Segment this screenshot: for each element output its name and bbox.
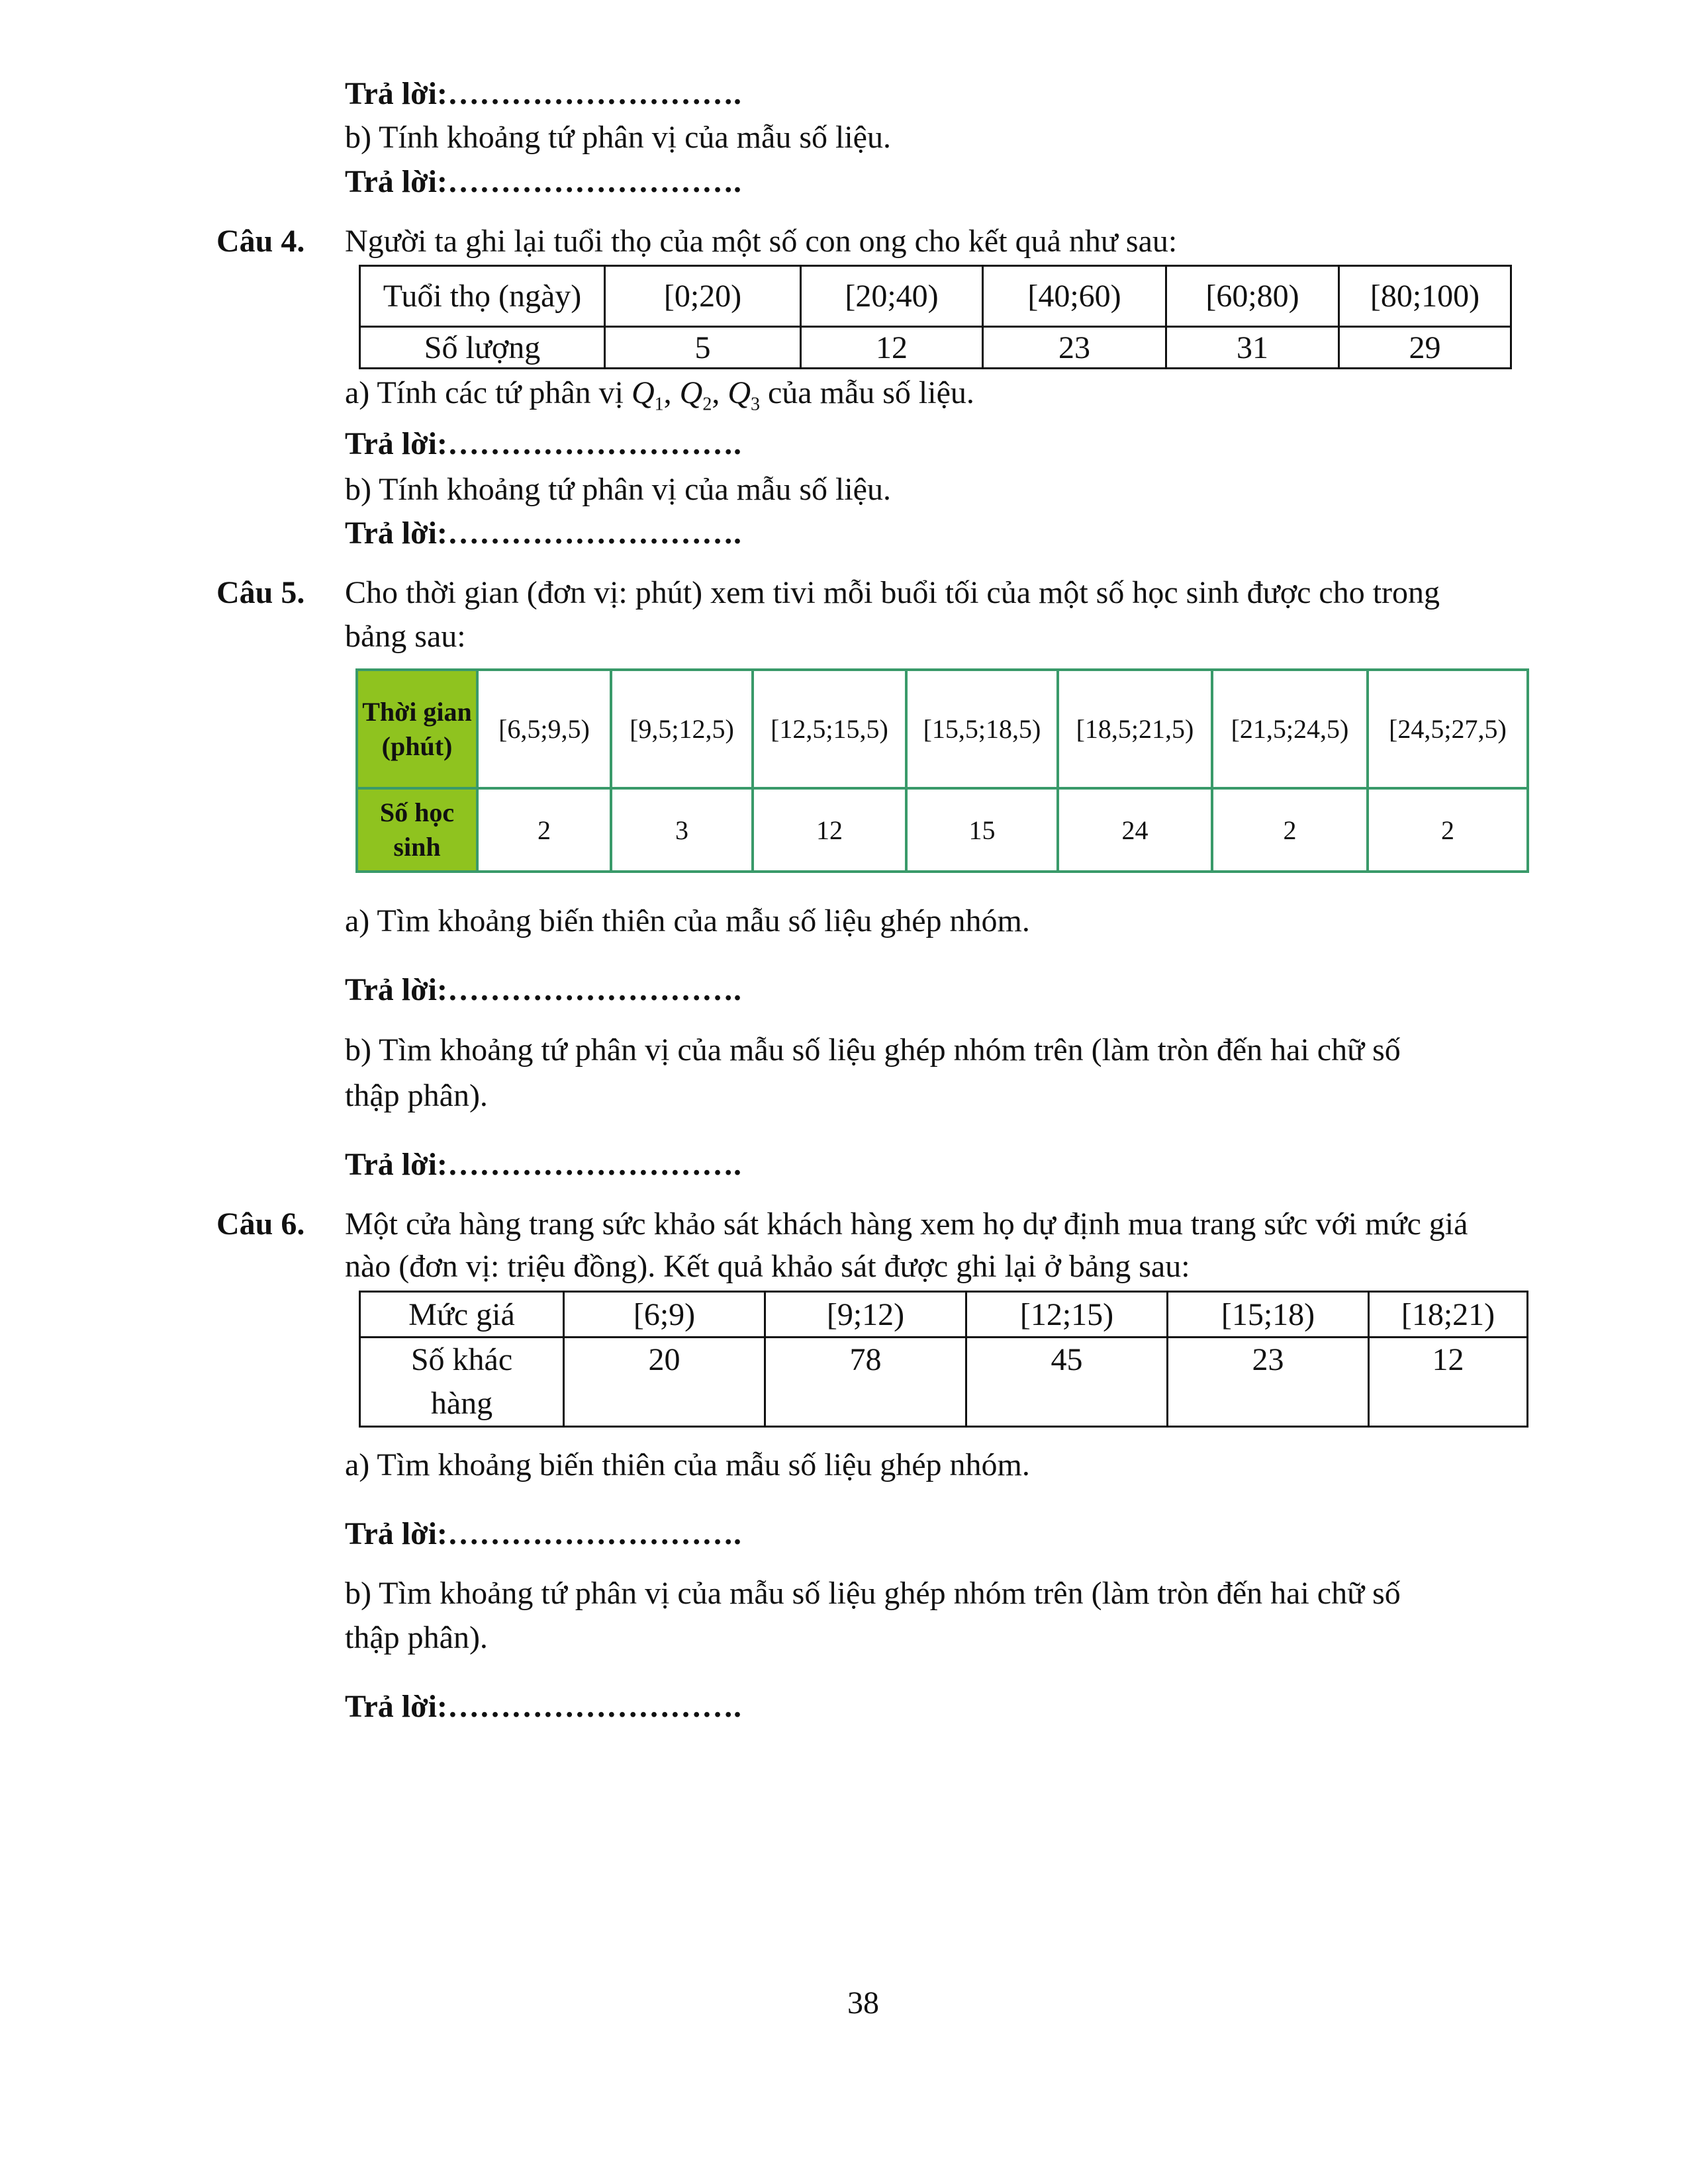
interval-cell: [60;80) xyxy=(1166,266,1339,327)
question-text: Một cửa hàng trang sức khảo sát khách hàng xem họ dự định mua trang sức với mức giá xyxy=(345,1206,1468,1242)
count-cell: 12 xyxy=(753,788,906,872)
interval-cell: [9,5;12,5) xyxy=(611,670,753,788)
count-cell: 3 xyxy=(611,788,753,872)
question-part-b: b) Tính khoảng tứ phân vị của mẫu số liệu. xyxy=(345,120,891,155)
answer-line: Trả lời:………………………. xyxy=(345,76,741,111)
interval-cell: [15;18) xyxy=(1168,1292,1369,1338)
count-cell: 20 xyxy=(564,1338,765,1427)
question-text: bảng sau: xyxy=(345,619,466,654)
question-part-b: thập phân). xyxy=(345,1620,488,1655)
answer-line: Trả lời:………………………. xyxy=(345,426,741,461)
question-part-b: b) Tính khoảng tứ phân vị của mẫu số liệu. xyxy=(345,472,891,507)
question-part-b: b) Tìm khoảng tứ phân vị của mẫu số liệu ghép nhóm trên (làm tròn đến hai chữ số xyxy=(345,1576,1401,1611)
count-cell: 2 xyxy=(1368,788,1528,872)
count-cell: 78 xyxy=(765,1338,966,1427)
question-part-b: thập phân). xyxy=(345,1078,488,1113)
q2-symbol: Q xyxy=(679,375,703,410)
q3-symbol: Q xyxy=(727,375,751,410)
count-cell: 15 xyxy=(906,788,1058,872)
interval-cell: [18;21) xyxy=(1369,1292,1528,1338)
q2-subscript: 2 xyxy=(702,394,712,415)
row-header: Mức giá xyxy=(360,1292,564,1338)
separator: , xyxy=(663,375,680,410)
interval-cell: [9;12) xyxy=(765,1292,966,1338)
interval-cell: [80;100) xyxy=(1339,266,1511,327)
count-cell: 2 xyxy=(477,788,611,872)
count-cell: 24 xyxy=(1058,788,1212,872)
question-part-a: a) Tìm khoảng biến thiên của mẫu số liệu ghép nhóm. xyxy=(345,1447,1030,1482)
separator: , xyxy=(712,375,728,410)
count-cell: 5 xyxy=(605,327,801,369)
row-header: Số khác hàng xyxy=(360,1338,564,1427)
lifespan-table xyxy=(359,265,1512,369)
question-text: Người ta ghi lại tuổi thọ của một số con ong cho kết quả như sau: xyxy=(345,224,1178,259)
count-cell: 2 xyxy=(1212,788,1368,872)
part-a-suffix: của mẫu số liệu. xyxy=(760,375,974,410)
count-cell: 45 xyxy=(966,1338,1168,1427)
row-header: Thời gian (phút) xyxy=(357,670,477,788)
interval-cell: [18,5;21,5) xyxy=(1058,670,1212,788)
question-part-b: b) Tìm khoảng tứ phân vị của mẫu số liệu ghép nhóm trên (làm tròn đến hai chữ số xyxy=(345,1032,1401,1068)
q1-symbol: Q xyxy=(631,375,655,410)
interval-cell: [0;20) xyxy=(605,266,801,327)
tv-time-table xyxy=(355,668,1529,873)
question-text: nào (đơn vị: triệu đồng). Kết quả khảo sát được ghi lại ở bảng sau: xyxy=(345,1249,1190,1284)
question-text: Cho thời gian (đơn vị: phút) xem tivi mỗi buổi tối của một số học sinh được cho trong xyxy=(345,575,1440,610)
count-cell: 31 xyxy=(1166,327,1339,369)
row-header: Tuổi thọ (ngày) xyxy=(360,266,605,327)
interval-cell: [6;9) xyxy=(564,1292,765,1338)
q1-subscript: 1 xyxy=(654,394,664,415)
question-label: Câu 4. xyxy=(216,224,305,259)
part-a-prefix: a) Tính các tứ phân vị xyxy=(345,375,632,410)
interval-cell: [12,5;15,5) xyxy=(753,670,906,788)
interval-cell: [40;60) xyxy=(983,266,1166,327)
interval-cell: [12;15) xyxy=(966,1292,1168,1338)
interval-cell: [15,5;18,5) xyxy=(906,670,1058,788)
count-cell: 23 xyxy=(983,327,1166,369)
row-header: Số lượng xyxy=(360,327,605,369)
question-part-a: a) Tìm khoảng biến thiên của mẫu số liệu ghép nhóm. xyxy=(345,903,1030,938)
page-number: 38 xyxy=(847,1985,879,2021)
question-part-a xyxy=(345,373,974,425)
count-cell: 23 xyxy=(1168,1338,1369,1427)
question-label: Câu 6. xyxy=(216,1206,305,1242)
count-cell: 12 xyxy=(1369,1338,1528,1427)
answer-line: Trả lời:………………………. xyxy=(345,1516,741,1551)
answer-line: Trả lời:………………………. xyxy=(345,164,741,199)
q3-subscript: 3 xyxy=(751,394,760,415)
answer-line: Trả lời:………………………. xyxy=(345,1147,741,1182)
interval-cell: [21,5;24,5) xyxy=(1212,670,1368,788)
row-header: Số học sinh xyxy=(357,788,477,872)
count-cell: 29 xyxy=(1339,327,1511,369)
answer-line: Trả lời:………………………. xyxy=(345,516,741,551)
answer-line: Trả lời:………………………. xyxy=(345,1689,741,1724)
interval-cell: [20;40) xyxy=(801,266,983,327)
interval-cell: [6,5;9,5) xyxy=(477,670,611,788)
answer-line: Trả lời:………………………. xyxy=(345,972,741,1007)
interval-cell: [24,5;27,5) xyxy=(1368,670,1528,788)
question-label: Câu 5. xyxy=(216,575,305,610)
count-cell: 12 xyxy=(801,327,983,369)
price-survey-table xyxy=(359,1291,1528,1428)
